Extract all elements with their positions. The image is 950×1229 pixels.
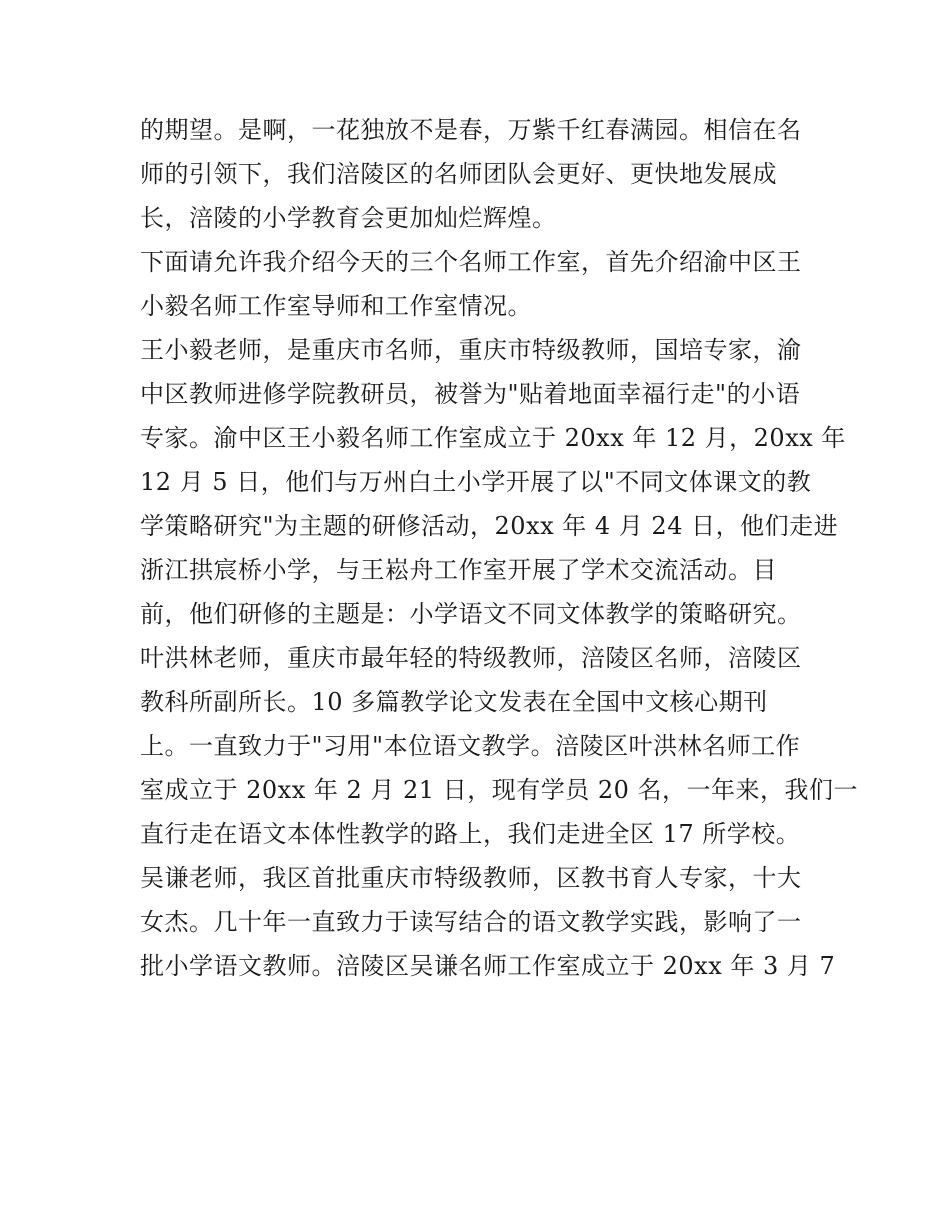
text-line: 室成立于 20xx 年 2 月 21 日，现有学员 20 名，一年来，我们一 <box>140 776 858 804</box>
text-line: 师的引领下，我们涪陵区的名师团队会更好、更快地发展成 <box>140 160 777 188</box>
text-line: 中区教师进修学院教研员，被誉为"贴着地面幸福行走"的小语 <box>140 380 801 408</box>
text-line: 长，涪陵的小学教育会更加灿烂辉煌。 <box>140 204 557 232</box>
text-line: 下面请允许我介绍今天的三个名师工作室，首先介绍渝中区王 <box>140 248 802 276</box>
text-line: 12 月 5 日，他们与万州白土小学开展了以"不同文体课文的教 <box>140 468 812 496</box>
document-body <box>140 108 858 988</box>
text-line: 专家。渝中区王小毅名师工作室成立于 20xx 年 12 月，20xx 年 <box>140 424 846 452</box>
text-line: 浙江拱宸桥小学，与王崧舟工作室开展了学术交流活动。目 <box>140 556 777 584</box>
text-line: 教科所副所长。10 多篇教学论文发表在全国中文核心期刊 <box>140 688 768 716</box>
text-line: 前，他们研修的主题是：小学语文不同文体教学的策略研究。 <box>140 600 802 628</box>
text-line: 学策略研究"为主题的研修活动，20xx 年 4 月 24 日，他们走进 <box>140 512 839 540</box>
text-line: 上。一直致力于"习用"本位语文教学。涪陵区叶洪林名师工作 <box>140 732 801 760</box>
text-line: 王小毅老师，是重庆市名师，重庆市特级教师，国培专家，渝 <box>140 336 802 364</box>
text-line: 批小学语文教师。涪陵区吴谦名师工作室成立于 20xx 年 3 月 7 <box>140 952 836 980</box>
text-line: 直行走在语文本体性教学的路上，我们走进全区 17 所学校。 <box>140 820 801 848</box>
text-line: 的期望。是啊，一花独放不是春，万紫千红春满园。相信在名 <box>140 116 802 144</box>
text-line: 吴谦老师，我区首批重庆市特级教师，区教书育人专家，十大 <box>140 864 802 892</box>
text-line: 小毅名师工作室导师和工作室情况。 <box>140 292 532 320</box>
text-line: 女杰。几十年一直致力于读写结合的语文教学实践，影响了一 <box>140 908 802 936</box>
text-line: 叶洪林老师，重庆市最年轻的特级教师，涪陵区名师，涪陵区 <box>140 644 802 672</box>
